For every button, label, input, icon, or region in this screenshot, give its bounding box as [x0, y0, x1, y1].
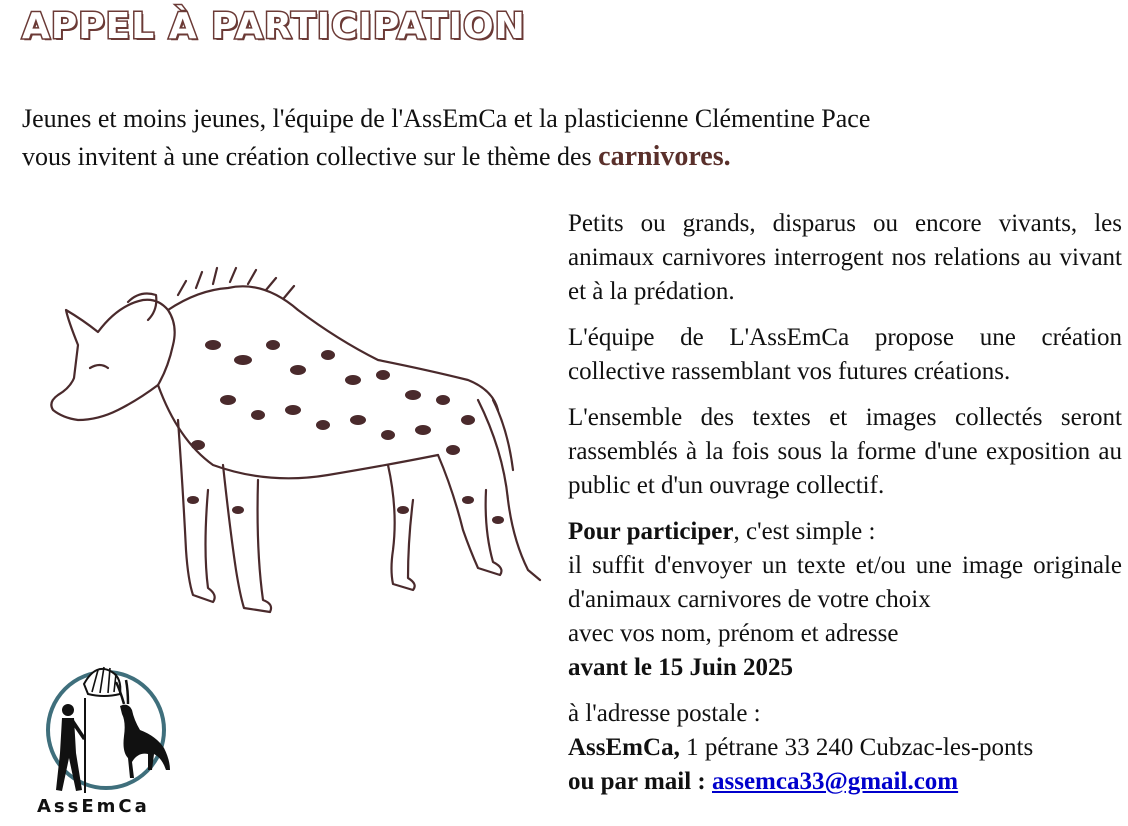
- carnivores-highlight: carnivores.: [598, 141, 731, 172]
- paragraph-3: L'ensemble des textes et images collectés seront rassemblés à la fois sous la forme d'une exposition au public et d'un ouvrage collectif.: [568, 404, 1122, 499]
- paragraph-2: L'équipe de L'AssEmCa propose une création collective rassemblant vos futures créations.: [568, 324, 1122, 385]
- address-label: à l'adresse postale :: [568, 700, 761, 727]
- intro-line-1: Jeunes et moins jeunes, l'équipe de l'AssEmCa et la plasticienne Clémentine Pace: [22, 104, 871, 133]
- intro-line-2: vous invitent à une création collective sur le thème des: [22, 142, 599, 171]
- deadline: avant le 15 Juin 2025: [568, 654, 794, 681]
- participate-rest: , c'est simple :: [733, 518, 876, 545]
- page-title: APPEL À PARTICIPATION: [22, 6, 526, 47]
- participate-body: il suffit d'envoyer un texte et/ou une image originale d'animaux carnivores de votre choix: [568, 552, 1122, 613]
- email-link[interactable]: assemca33@gmail.com: [712, 768, 959, 795]
- intro-text: [22, 100, 1022, 176]
- hyena-illustration: [8, 250, 548, 640]
- participate-body-2: avec vos nom, prénom et adresse: [568, 620, 899, 647]
- right-column: [568, 207, 1122, 799]
- org-name: AssEmCa,: [568, 734, 680, 761]
- mail-label: ou par mail :: [568, 768, 712, 795]
- address-block: [568, 697, 1122, 799]
- logo-text: AssEmCa: [37, 796, 150, 817]
- participate-block: [568, 515, 1122, 685]
- address-street: 1 pétrane 33 240 Cubzac-les-ponts: [679, 734, 1034, 761]
- antelope-icon: [116, 680, 170, 778]
- paragraph-1: Petits ou grands, disparus ou encore vivants, les animaux carnivores interrogent nos relations au vivant et à la prédation.: [568, 210, 1122, 305]
- participate-bold: Pour participer: [568, 518, 734, 545]
- human-figure-icon: [56, 698, 86, 793]
